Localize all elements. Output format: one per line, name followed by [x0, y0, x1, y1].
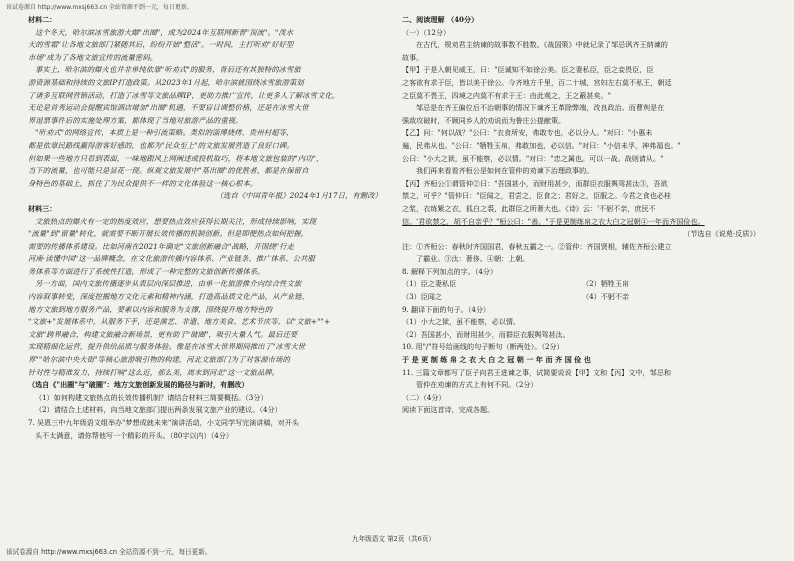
material-3-body: [28, 216, 386, 392]
text-line: 了诸多互联网营销活动，打造了冰雪等文旅品牌IP，更助力推广宣传，让更多人了解冰雪文化。: [28, 90, 340, 100]
intro-line: 故事。: [402, 52, 424, 62]
material-2-body: [28, 27, 386, 203]
text-line: "流量"到"留量"转化，就需要不断开展长效传播的机制创新。但是即便热点如何把握，: [28, 229, 309, 239]
text-line: 内容叙事转变，深度挖掘地方文化元素和精神内涵，打造高品质文化产品，从产业链、: [28, 292, 310, 302]
left-column: [28, 14, 386, 442]
question-8-title: 8. 解释下列加点的字。（4分）: [402, 266, 498, 276]
text-line: 界退票事件后的实施处理方案，都体现了当地对旅游产品的重视。: [28, 115, 243, 125]
passage-jia: 之臣莫不畏王，四境之内莫不有求于王：由此观之，王之蔽甚矣。": [402, 90, 611, 100]
text-line: 天的雪霜"让各地文旅部门紧随其后，纷纷开始"整活"。一时间，主打听劝"好好型: [28, 40, 294, 50]
question-9-item: （1）小大之狱，虽不能察，必以情。: [402, 317, 521, 327]
text-line: 市场"成为了各地文旅宣传的流量密码。: [28, 52, 158, 62]
text-line: "文旅+"发展体系中，从服务下手，还是演艺、非遗、地方美食、艺术节庆等，以"文旅+""+: [28, 317, 331, 327]
passage-bing: 之浆，衣练紫之衣，狐白之裘，此群臣之所奢大也。《诗》云：'不躬不亲，庶民不: [402, 203, 656, 213]
passage-jia: 【甲】于是入朝见威王，曰："臣诚知不如徐公美。臣之妻私臣，臣之妾畏臣，臣: [402, 65, 654, 75]
text-line: 这个冬天，哈尔滨冰雪旅游大爆"出圈"，成为2024年互联网新晋"顶流"。"泼水: [35, 27, 294, 37]
source-citation: （节选自《说苑·反质》）: [683, 229, 760, 239]
question-8-item: （4）不躬不亲: [582, 292, 630, 302]
subsection-1: （一）（12分）: [402, 27, 451, 37]
question-8-item: （2）牺牲玉帛: [582, 279, 630, 289]
question-11-cont: 管仲在劝谏的方式上有何不同。（2分）: [416, 380, 538, 390]
text-line: 文旅热点的爆火有一定的热度效应，想要热点效应获得长期关注，形成持续影响，实现: [35, 216, 317, 226]
material-3-title: 材料三：: [28, 203, 57, 213]
bridge-text: 我们再来看看齐桓公是如何在管仲的劝谏下治理政事的。: [416, 166, 594, 176]
text-line: 界""哈尔滨中央大街"等核心旅游吸引物的构建，河北文旅部门为了对客源市场的: [28, 355, 290, 365]
text-line: 另一方面，国内文旅传播逐步从表层向深层推进，由单一化旅游推介向综合性文旅: [35, 279, 302, 289]
bridge-text: 强敌攻破时，不顾同乡人的劝说而为鲁庄公提献策。: [402, 115, 566, 125]
subsection-2-text: 阅读下面这首诗，完成各题。: [402, 405, 495, 415]
question-10-title: 10. 用"/"符号给画线的句子断句（断两处）。（2分）: [402, 342, 564, 352]
notes: 了霸业。③汰：奢侈。④朝：上朝。: [416, 254, 530, 264]
question-7: 7. 吴恩三中九年级语文组举办"梦想成就未来"演讲活动，小文同学写完演讲稿，对开头: [28, 418, 299, 427]
question-11: 11. 三篇文章都写了臣子向君王进谏之事，试简要说说【甲】文和【丙】文中，邹忌和: [402, 367, 671, 377]
text-line: 都是依靠民路线赢得游客好感的，也都为"民众至上"的文旅发展营造了良好口碑。: [28, 140, 294, 150]
right-column: [402, 14, 764, 417]
text-line: 无论是首秀运动会提醒宾馆酒店增加"出圈"机遇，不要盲目调整价格，还是在冰雪大世: [28, 103, 309, 113]
text-line: 需要的传播体系建设。比如河南在2021年确定"文旅创新融合"战略，开围绕"行走: [28, 241, 295, 251]
passage-jia: 之客欲有求于臣，皆以美于徐公。今齐地方千里，百二十城，宫妇左右莫不私王，朝廷: [402, 77, 672, 87]
passage-yi: 公曰："小大之狱，虽不能察，必以情。"对曰："忠之属也。可以一战。战则请从。": [402, 153, 664, 163]
subsection-2: （二）（4分）: [402, 392, 446, 402]
question-9-title: 9. 翻译下面的句子。（4分）: [402, 304, 491, 314]
passage-bing-underlined: 信。'君欲禁之，胡不自亲乎？"桓公曰："善。"于是更制练帛之衣大白之冠朝④一年而齐国俭也。: [402, 216, 705, 226]
footer-watermark: 该试卷源自 http://www.mxsj663.cn 全站资源不到一元，每日更新。: [6, 548, 212, 556]
question-8-row: [402, 291, 764, 304]
text-line: 当下的流量，也可能只是昙花一现。纵观文旅发展中"基出圈"的优胜者，都是在保留自: [28, 166, 309, 176]
question-8-item: （3）臣闻之: [402, 292, 442, 302]
question-10-sentence: 于 是 更 制 练 帛 之 衣 大 白 之 冠 朝 一 年 而 齐 国 俭 也: [402, 355, 591, 365]
notes: 注：①齐桓公：春秋时齐国国君，春秋五霸之一。②管仲：齐国贤相，辅佐齐桓公建立: [402, 241, 672, 251]
passage-yi: 【乙】问："何以战？"公曰："衣食所安，弗敢专也，必以分人。"对曰："小惠未: [402, 128, 653, 138]
text-line: 游资源基础和持续的文旅IP打造政策。从2023年1月起，哈尔滨就围绕冰雪旅游策划: [28, 77, 304, 87]
text-line: 务体系等方面进行了系统性打造，形成了一种完整的文旅创新传播体系。: [28, 266, 265, 276]
text-line: 河南·读懂中国"这一品牌概念，在文化旅游传播内容体系、产业链条、推广体系、公共服: [28, 254, 315, 264]
text-line: 但如果一些地方只看到表面，一味地跟风上网阐述或投机取巧，将本地文旅包装的"内功"，: [28, 153, 324, 163]
passage-bing: 【丙】齐桓公①谓管仲②曰："吾国甚小，而财用甚少，而群臣衣服舆驾甚汰③，吾欲: [402, 178, 668, 188]
page-footer: 九年级语文 第2页（共6页）: [352, 535, 436, 543]
question-9-item: （2）吾国甚小，而财用甚少，而群臣衣服舆驾甚汰。: [402, 329, 570, 339]
question-8-row: [402, 278, 764, 291]
passage-yi: 遍，民弗从也。"公曰："牺牲玉帛，弗敢加也，必以信。"对曰："小信未孚，神弗福也。": [402, 140, 681, 150]
header-watermark: 该试卷源自 http://www.mxsj663.cn 全站资源不到一元，每日更新。: [6, 4, 193, 11]
text-line: "听劝式"的网络宣传，本质上是一种引流策略。类似的淄博烧烤、贵州村超等，: [35, 128, 294, 138]
text-line: 地方文旅到地方服务产品，要素以内容和服务为支撑，围绕提升地方特色的: [28, 304, 273, 314]
question-7-cont: 头不太满意，请你帮他写一个精彩的开头。（80字以内）（4分）: [35, 430, 233, 440]
passage-bing: 禁之，可乎？"管仲曰："臣闻之，君尝之，臣食之；君好之，臣服之。今君之食也必桂: [402, 191, 671, 201]
text-line: 文旅"跨界融合，构建文旅融合新场景，更有助于"破圈"，吸引大量人气。最后还要: [28, 329, 298, 339]
question-6-2: （2）请结合上述材料，向当地文旅部门提出两条发展文旅产业的建议。（4分）: [35, 405, 282, 415]
text-line: 实现精细化运营，提升供给品质与服务体验。像是在冰雪大世界期间推出了"冰雪大世: [28, 342, 306, 352]
source-citation: （选自《中国青年报》2024年1月17日，有删改）: [215, 191, 382, 201]
text-line: 事实上，哈尔滨的爆火也并非单纯依靠"听劝式"的服务，背后还有其独特的冰雪旅: [35, 65, 301, 75]
text-line: 针对性与精准发力，持续打响"这么近，那么美，周末到河北"这一文旅品牌。: [28, 367, 280, 377]
text-line: 身特色的基础上，抓住了为民众提供不一样的文化体验这一核心根本。: [28, 178, 258, 188]
question-8-item: （1）臣之妻私臣: [402, 279, 457, 289]
bridge-text: 邹忌是在齐王偏位后不治朝事的情况下谏齐王革除弊端，改良政治。而曹刿是在: [416, 103, 665, 113]
material-2-title: 材料二：: [28, 15, 57, 24]
intro-line: 在古代，规劝君主纳谏的故事数不胜数。《战国策》中就记录了邹忌讽齐王纳谏的: [416, 40, 668, 50]
question-6-1: （1）如何构建文旅热点的长效传播机制？请结合材料三简要概括。（3分）: [35, 392, 268, 402]
source-citation: （选自《"出圈"与"破圈"：地方文旅创新发展的路径与新时，有删改）: [28, 380, 249, 390]
section-title: 二、阅读理解 （40分）: [402, 15, 479, 24]
questions-6-7: [28, 392, 386, 442]
